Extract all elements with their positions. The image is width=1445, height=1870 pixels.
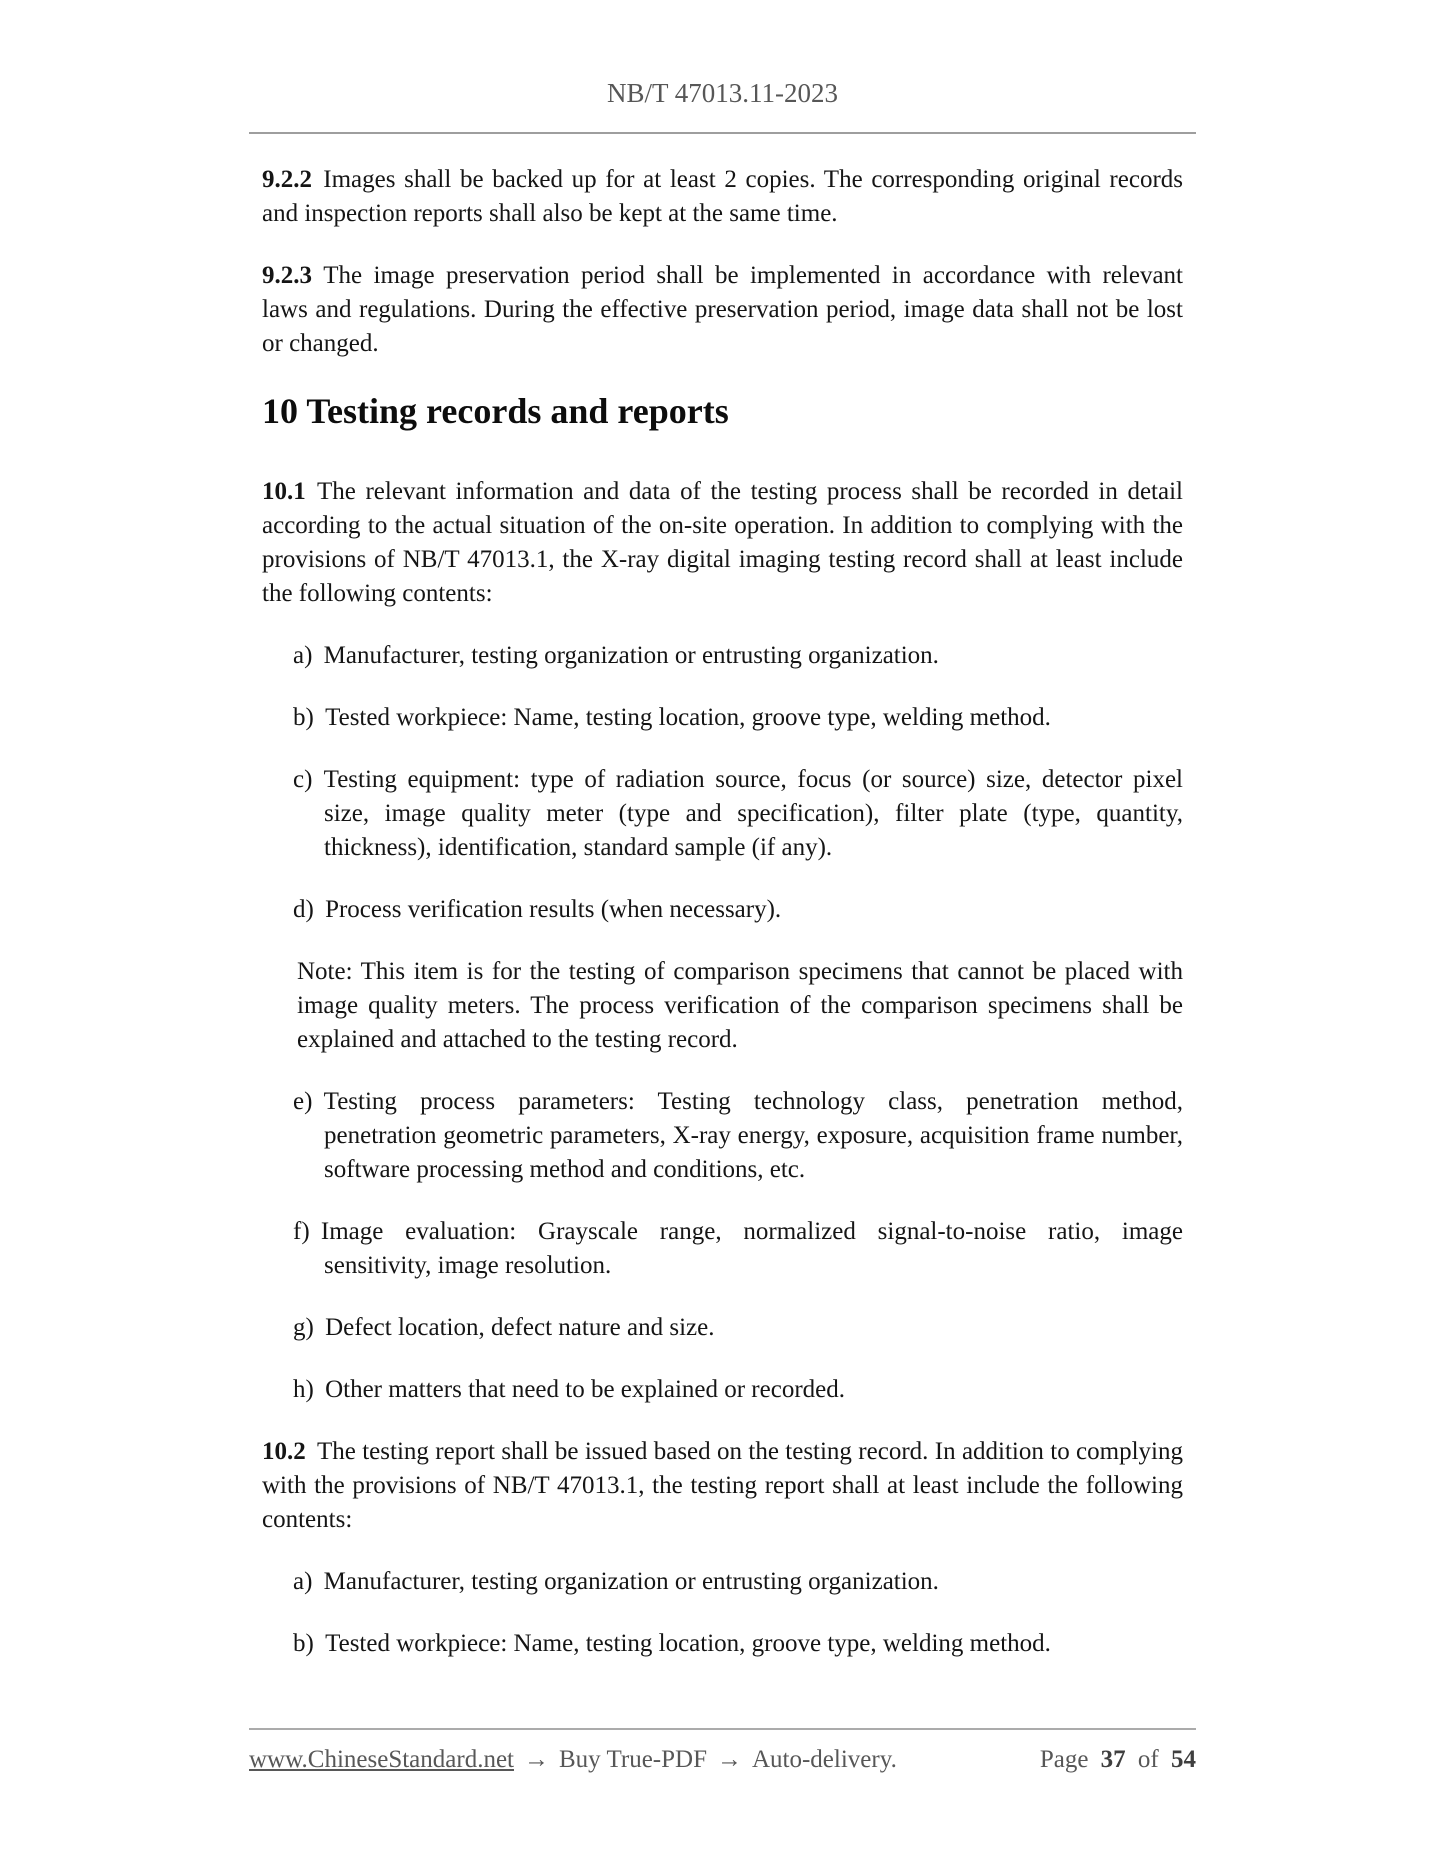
clause-number: 9.2.3 (262, 262, 312, 289)
footer-delivery-label: Auto-delivery. (751, 1746, 897, 1773)
clause-text: The image preservation period shall be implemented in accordance with relevant laws and regulations. During the effective preservation period, image data shall not be lost or changed. (262, 262, 1183, 357)
list-text: Testing equipment: type of radiation source, focus (or source) size, detector pixel size, image quality meter (type and specification), filter plate (type, quantity, thickness), identification, standard sample (if any). (323, 766, 1183, 861)
list-text: Defect location, defect nature and size. (325, 1314, 715, 1341)
list-text: Other matters that need to be explained or recorded. (325, 1376, 845, 1403)
list-label: f) (293, 1218, 310, 1245)
list-text: Tested workpiece: Name, testing location, groove type, welding method. (325, 704, 1051, 731)
list-label: a) (293, 642, 313, 669)
header-divider (249, 132, 1196, 134)
clause-number: 10.1 (262, 478, 306, 505)
list-item-g (262, 1311, 1183, 1345)
list-label: h) (293, 1376, 314, 1403)
list-item-b2 (262, 1627, 1183, 1661)
list-item-a2 (262, 1565, 1183, 1599)
list-label: c) (293, 766, 313, 793)
of-label: of (1137, 1746, 1159, 1773)
clause-number: 10.2 (262, 1438, 306, 1465)
clause-text: The testing report shall be issued based on the testing record. In addition to complying with the provisions of NB/T 47013.1, the testing report shall at least include the following contents: (262, 1438, 1183, 1533)
paragraph-9-2-3 (262, 259, 1183, 361)
clause-number: 9.2.2 (262, 166, 312, 193)
clause-text: Images shall be backed up for at least 2 copies. The corresponding original records and inspection reports shall also be kept at the same time. (262, 166, 1183, 227)
paragraph-10-2 (262, 1435, 1183, 1537)
list-label: b) (293, 1630, 314, 1657)
list-text: Testing process parameters: Testing technology class, penetration method, penetration geometric parameters, X-ray energy, exposure, acquisition frame number, software processing method and conditions, etc. (323, 1088, 1183, 1183)
list-text: Process verification results (when necessary). (325, 896, 782, 923)
page-label: Page (1039, 1746, 1089, 1773)
arrow-icon: → (524, 1746, 549, 1773)
footer-source-line (249, 1743, 897, 1777)
list-text: Tested workpiece: Name, testing location, groove type, welding method. (325, 1630, 1051, 1657)
page-total: 54 (1171, 1746, 1196, 1773)
list-item-b (262, 701, 1183, 735)
arrow-icon: → (716, 1746, 742, 1773)
clause-text: The relevant information and data of the testing process shall be recorded in detail according to the actual situation of the on-site operation. In addition to complying with the provisions of NB/T 47013.1, the X-ray digital imaging testing record shall at least include the following contents: (262, 478, 1183, 607)
list-text: Manufacturer, testing organization or entrusting organization. (323, 642, 939, 669)
page-number (1034, 1743, 1196, 1777)
list-text: Manufacturer, testing organization or entrusting organization. (323, 1568, 939, 1595)
footer-row (249, 1743, 1196, 1777)
list-item-d (262, 893, 1183, 927)
list-item-h (262, 1373, 1183, 1407)
list-label: b) (293, 704, 314, 731)
paragraph-10-1 (262, 475, 1183, 611)
footer-buy-label: Buy True-PDF (559, 1746, 707, 1773)
running-header-title: NB/T 47013.11-2023 (606, 78, 838, 108)
list-label: g) (293, 1314, 314, 1341)
list-item-f (262, 1215, 1183, 1283)
list-item-a (262, 639, 1183, 673)
list-text: Image evaluation: Grayscale range, normalized signal-to-noise ratio, image sensitivity, image resolution. (320, 1218, 1183, 1279)
list-item-e (262, 1085, 1183, 1187)
list-label: a) (293, 1568, 313, 1595)
list-item-c (262, 763, 1183, 865)
paragraph-9-2-2 (262, 163, 1183, 231)
list-label: e) (293, 1088, 313, 1115)
note-paragraph: Note: This item is for the testing of comparison specimens that cannot be placed with image quality meters. The process verification of the comparison specimens shall be explained and attached to the testing record. (297, 958, 1183, 1053)
page-current: 37 (1100, 1746, 1126, 1773)
document-body (262, 163, 1183, 1661)
footer-divider (249, 1728, 1196, 1730)
website-link[interactable]: www.ChineseStandard.net (249, 1746, 514, 1773)
list-label: d) (293, 896, 314, 923)
page-footer (249, 1728, 1196, 1777)
section-heading-10: 10 Testing records and reports (262, 391, 729, 431)
